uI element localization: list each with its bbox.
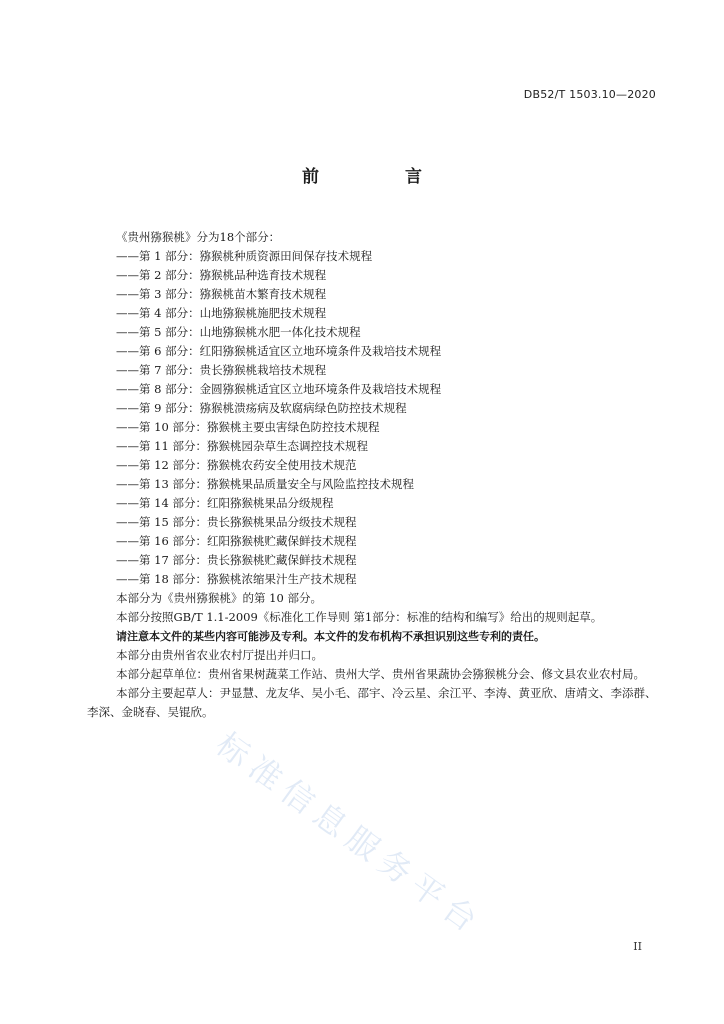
- drafting-rules-statement: 本部分按照GB/T 1.1-2009《标准化工作导则 第1部分：标准的结构和编写》给出的规则起草。: [116, 610, 603, 624]
- list-item: ——第 13 部分：猕猴桃果品质量安全与风险监控技术规程: [116, 477, 414, 491]
- list-item: ——第 12 部分：猕猴桃农药安全使用技术规范: [116, 458, 357, 472]
- list-item: ——第 5 部分：山地猕猴桃水肥一体化技术规程: [116, 325, 361, 339]
- list-item: ——第 15 部分：贵长猕猴桃果品分级技术规程: [116, 515, 357, 529]
- list-item: ——第 10 部分：猕猴桃主要虫害绿色防控技术规程: [116, 420, 380, 434]
- list-item: ——第 3 部分：猕猴桃苗木繁育技术规程: [116, 287, 327, 301]
- part-of-statement: 本部分为《贵州猕猴桃》的第 10 部分。: [116, 591, 322, 605]
- drafting-units: 本部分起草单位：贵州省果树蔬菜工作站、贵州大学、贵州省果蔬协会猕猴桃分会、修文县农业农村局。: [116, 667, 645, 681]
- watermark: 标准信息服务平台: [209, 724, 491, 944]
- proposed-by-statement: 本部分由贵州省农业农村厅提出并归口。: [116, 648, 323, 662]
- list-item: ——第 6 部分：红阳猕猴桃适宜区立地环境条件及栽培技术规程: [116, 344, 442, 358]
- page-number: II: [633, 940, 642, 953]
- drafters: 本部分主要起草人：尹显慧、龙友华、吴小毛、邵宇、冷云星、余江平、李涛、黄亚欣、唐靖文、李添群、李深、金晓春、吴锟欣。: [87, 686, 657, 719]
- list-item: ——第 1 部分：猕猴桃种质资源田间保存技术规程: [116, 249, 373, 263]
- list-item: ——第 17 部分：贵长猕猴桃贮藏保鲜技术规程: [116, 553, 357, 567]
- parts-list: [87, 247, 659, 589]
- list-item: ——第 14 部分：红阳猕猴桃果品分级规程: [116, 496, 334, 510]
- list-item: ——第 8 部分：金圆猕猴桃适宜区立地环境条件及栽培技术规程: [116, 382, 442, 396]
- patent-notice: 请注意本文件的某些内容可能涉及专利。本文件的发布机构不承担识别这些专利的责任。: [116, 630, 545, 643]
- list-item: ——第 9 部分：猕猴桃溃疡病及软腐病绿色防控技术规程: [116, 401, 407, 415]
- list-item: ——第 18 部分：猕猴桃浓缩果汁生产技术规程: [116, 572, 357, 586]
- foreword-body: [87, 228, 659, 722]
- page-title: 前 言: [302, 167, 462, 187]
- list-item: ——第 16 部分：红阳猕猴桃贮藏保鲜技术规程: [116, 534, 357, 548]
- list-item: ——第 11 部分：猕猴桃园杂草生态调控技术规程: [116, 439, 368, 453]
- list-item: ——第 4 部分：山地猕猴桃施肥技术规程: [116, 306, 327, 320]
- list-item: ——第 2 部分：猕猴桃品种选育技术规程: [116, 268, 327, 282]
- list-item: ——第 7 部分：贵长猕猴桃栽培技术规程: [116, 363, 327, 377]
- intro-text: 《贵州猕猴桃》分为18个部分：: [116, 230, 281, 244]
- document-code: DB52/T 1503.10—2020: [523, 88, 656, 101]
